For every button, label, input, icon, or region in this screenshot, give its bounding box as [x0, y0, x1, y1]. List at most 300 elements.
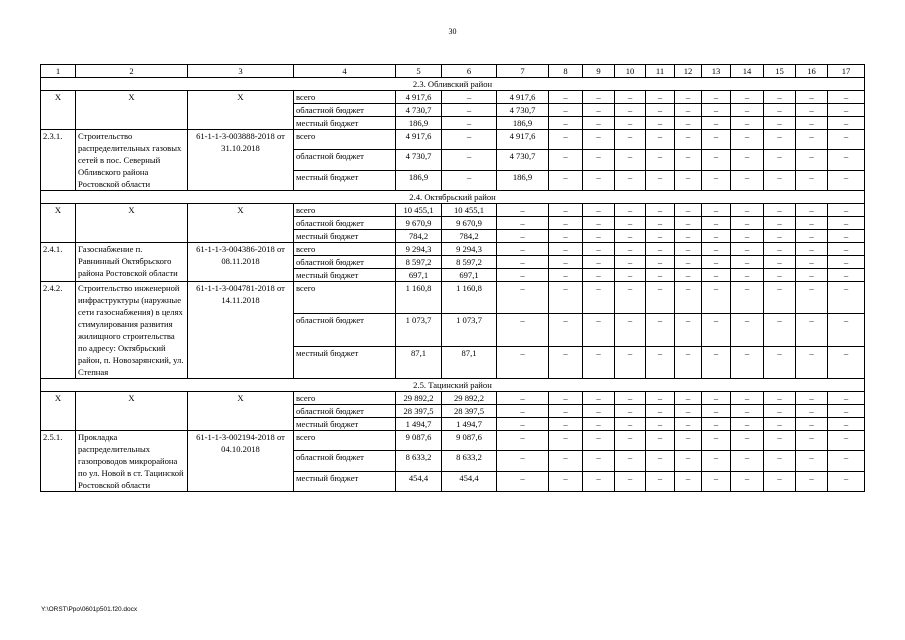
document-ref: 61-1-1-3-002194-2018 от 04.10.2018	[188, 431, 294, 492]
value-col-14: –	[731, 217, 764, 230]
value-col-17: –	[828, 91, 865, 104]
value-col-14: –	[731, 204, 764, 217]
column-number: 13	[702, 65, 731, 78]
value-col-9: –	[583, 117, 615, 130]
value-col-14: –	[731, 471, 764, 491]
budget-label: областной бюджет	[294, 217, 396, 230]
value-col-14: –	[731, 418, 764, 431]
budget-label: местный бюджет	[294, 230, 396, 243]
value-col-17: –	[828, 431, 865, 451]
budget-label: всего	[294, 431, 396, 451]
value-col-6: 1 160,8	[442, 282, 497, 314]
budget-label: всего	[294, 91, 396, 104]
value-col-15: –	[764, 230, 796, 243]
section-title: 2.5. Тацинский район	[41, 379, 865, 392]
page-number: 30	[448, 27, 457, 36]
value-col-14: –	[731, 405, 764, 418]
file-path-footer: Y:\ORST\Ppo\0601p501.f20.docx	[41, 606, 138, 613]
value-col-9: –	[583, 217, 615, 230]
value-col-10: –	[615, 431, 646, 451]
value-col-14: –	[731, 282, 764, 314]
value-col-13: –	[702, 117, 731, 130]
budget-label: местный бюджет	[294, 346, 396, 378]
value-col-16: –	[796, 117, 828, 130]
value-col-6: –	[442, 130, 497, 150]
value-col-7: –	[497, 217, 549, 230]
value-col-17: –	[828, 282, 865, 314]
value-col-6: 87,1	[442, 346, 497, 378]
value-col-11: –	[646, 346, 675, 378]
value-col-15: –	[764, 314, 796, 346]
budget-label: областной бюджет	[294, 104, 396, 117]
budget-label: областной бюджет	[294, 150, 396, 170]
value-col-7: –	[497, 405, 549, 418]
value-col-8: –	[549, 217, 583, 230]
table-row	[41, 243, 865, 256]
value-col-6: –	[442, 117, 497, 130]
value-col-5: 1 073,7	[396, 314, 442, 346]
value-col-7: 4 730,7	[497, 104, 549, 117]
value-col-7: –	[497, 418, 549, 431]
value-col-15: –	[764, 170, 796, 190]
value-col-10: –	[615, 217, 646, 230]
value-col-13: –	[702, 405, 731, 418]
value-col-7: 186,9	[497, 170, 549, 190]
value-col-15: –	[764, 282, 796, 314]
value-col-11: –	[646, 91, 675, 104]
value-col-13: –	[702, 230, 731, 243]
value-col-11: –	[646, 117, 675, 130]
item-number: X	[41, 204, 76, 243]
value-col-6: 28 397,5	[442, 405, 497, 418]
value-col-14: –	[731, 314, 764, 346]
value-col-15: –	[764, 256, 796, 269]
value-col-7: –	[497, 431, 549, 451]
value-col-7: –	[497, 243, 549, 256]
item-name: Прокладка распределительных газопроводов микрорайона по ул. Новой в ст. Тацинской Ростовской области	[76, 431, 188, 492]
value-col-6: 784,2	[442, 230, 497, 243]
value-col-12: –	[675, 150, 702, 170]
value-col-16: –	[796, 314, 828, 346]
value-col-11: –	[646, 418, 675, 431]
value-col-10: –	[615, 256, 646, 269]
value-col-8: –	[549, 451, 583, 471]
value-col-16: –	[796, 130, 828, 150]
value-col-15: –	[764, 431, 796, 451]
value-col-10: –	[615, 314, 646, 346]
value-col-7: –	[497, 451, 549, 471]
section-title-row	[41, 191, 865, 204]
value-col-5: 697,1	[396, 269, 442, 282]
value-col-17: –	[828, 243, 865, 256]
value-col-14: –	[731, 170, 764, 190]
value-col-5: 4 917,6	[396, 130, 442, 150]
value-col-9: –	[583, 418, 615, 431]
value-col-16: –	[796, 204, 828, 217]
value-col-17: –	[828, 170, 865, 190]
value-col-9: –	[583, 170, 615, 190]
value-col-9: –	[583, 230, 615, 243]
item-name: X	[76, 91, 188, 130]
value-col-15: –	[764, 451, 796, 471]
value-col-7: 4 730,7	[497, 150, 549, 170]
value-col-6: 1 494,7	[442, 418, 497, 431]
value-col-9: –	[583, 471, 615, 491]
value-col-8: –	[549, 405, 583, 418]
value-col-5: 29 892,2	[396, 392, 442, 405]
value-col-10: –	[615, 130, 646, 150]
budget-label: областной бюджет	[294, 405, 396, 418]
column-number: 10	[615, 65, 646, 78]
value-col-8: –	[549, 130, 583, 150]
value-col-10: –	[615, 243, 646, 256]
value-col-12: –	[675, 431, 702, 451]
value-col-6: 8 633,2	[442, 451, 497, 471]
value-col-17: –	[828, 104, 865, 117]
value-col-13: –	[702, 431, 731, 451]
value-col-7: –	[497, 471, 549, 491]
value-col-13: –	[702, 256, 731, 269]
value-col-11: –	[646, 104, 675, 117]
value-col-12: –	[675, 314, 702, 346]
item-number: X	[41, 392, 76, 431]
value-col-6: –	[442, 150, 497, 170]
value-col-8: –	[549, 314, 583, 346]
value-col-10: –	[615, 405, 646, 418]
column-number: 12	[675, 65, 702, 78]
value-col-12: –	[675, 256, 702, 269]
value-col-8: –	[549, 418, 583, 431]
value-col-14: –	[731, 243, 764, 256]
value-col-11: –	[646, 230, 675, 243]
value-col-13: –	[702, 217, 731, 230]
value-col-16: –	[796, 451, 828, 471]
value-col-8: –	[549, 91, 583, 104]
value-col-17: –	[828, 471, 865, 491]
value-col-10: –	[615, 150, 646, 170]
value-col-11: –	[646, 471, 675, 491]
budget-label: местный бюджет	[294, 170, 396, 190]
value-col-5: 4 730,7	[396, 150, 442, 170]
item-number: X	[41, 91, 76, 130]
value-col-17: –	[828, 130, 865, 150]
value-col-9: –	[583, 405, 615, 418]
budget-label: всего	[294, 282, 396, 314]
value-col-7: –	[497, 314, 549, 346]
value-col-15: –	[764, 392, 796, 405]
value-col-11: –	[646, 204, 675, 217]
value-col-7: –	[497, 346, 549, 378]
value-col-9: –	[583, 150, 615, 170]
value-col-10: –	[615, 204, 646, 217]
table-row	[41, 130, 865, 150]
value-col-7: –	[497, 256, 549, 269]
value-col-15: –	[764, 91, 796, 104]
value-col-7: 186,9	[497, 117, 549, 130]
column-number-row	[41, 65, 865, 78]
column-number: 1	[41, 65, 76, 78]
value-col-13: –	[702, 104, 731, 117]
column-number: 16	[796, 65, 828, 78]
value-col-17: –	[828, 346, 865, 378]
value-col-8: –	[549, 117, 583, 130]
value-col-5: 4 730,7	[396, 104, 442, 117]
value-col-13: –	[702, 130, 731, 150]
value-col-6: 9 087,6	[442, 431, 497, 451]
value-col-14: –	[731, 269, 764, 282]
value-col-7: 4 917,6	[497, 91, 549, 104]
value-col-8: –	[549, 230, 583, 243]
column-number: 3	[188, 65, 294, 78]
value-col-17: –	[828, 230, 865, 243]
value-col-8: –	[549, 170, 583, 190]
column-number: 6	[442, 65, 497, 78]
value-col-10: –	[615, 451, 646, 471]
value-col-8: –	[549, 392, 583, 405]
value-col-8: –	[549, 150, 583, 170]
value-col-17: –	[828, 117, 865, 130]
budget-label: всего	[294, 243, 396, 256]
value-col-5: 4 917,6	[396, 91, 442, 104]
value-col-14: –	[731, 346, 764, 378]
value-col-16: –	[796, 405, 828, 418]
value-col-9: –	[583, 392, 615, 405]
value-col-12: –	[675, 346, 702, 378]
column-number: 17	[828, 65, 865, 78]
value-col-12: –	[675, 104, 702, 117]
budget-table	[40, 64, 865, 492]
value-col-7: –	[497, 269, 549, 282]
value-col-14: –	[731, 150, 764, 170]
document-ref: 61-1-1-3-004781-2018 от 14.11.2018	[188, 282, 294, 379]
value-col-8: –	[549, 471, 583, 491]
value-col-8: –	[549, 104, 583, 117]
value-col-8: –	[549, 431, 583, 451]
value-col-17: –	[828, 405, 865, 418]
value-col-9: –	[583, 282, 615, 314]
item-name: Строительство инженерной инфраструктуры (наружные сети газоснабжения) в целях стимулирования развития жилищного строительства по адресу: Октябрьский район, п. Новозарянский, ул. Степная	[76, 282, 188, 379]
column-number: 15	[764, 65, 796, 78]
value-col-8: –	[549, 243, 583, 256]
value-col-14: –	[731, 431, 764, 451]
value-col-5: 186,9	[396, 170, 442, 190]
value-col-10: –	[615, 346, 646, 378]
value-col-17: –	[828, 269, 865, 282]
value-col-17: –	[828, 314, 865, 346]
value-col-11: –	[646, 269, 675, 282]
value-col-12: –	[675, 230, 702, 243]
value-col-15: –	[764, 150, 796, 170]
item-number: 2.4.1.	[41, 243, 76, 282]
value-col-17: –	[828, 392, 865, 405]
value-col-5: 9 670,9	[396, 217, 442, 230]
value-col-14: –	[731, 230, 764, 243]
value-col-16: –	[796, 104, 828, 117]
value-col-5: 28 397,5	[396, 405, 442, 418]
value-col-6: –	[442, 104, 497, 117]
value-col-15: –	[764, 405, 796, 418]
value-col-16: –	[796, 392, 828, 405]
value-col-6: 10 455,1	[442, 204, 497, 217]
value-col-16: –	[796, 282, 828, 314]
table-row	[41, 282, 865, 314]
value-col-12: –	[675, 243, 702, 256]
value-col-6: 8 597,2	[442, 256, 497, 269]
value-col-11: –	[646, 431, 675, 451]
value-col-15: –	[764, 471, 796, 491]
document-ref: X	[188, 392, 294, 431]
section-title: 2.3. Обливский район	[41, 78, 865, 91]
item-number: 2.5.1.	[41, 431, 76, 492]
budget-label: областной бюджет	[294, 451, 396, 471]
value-col-8: –	[549, 204, 583, 217]
value-col-17: –	[828, 418, 865, 431]
column-number: 2	[76, 65, 188, 78]
value-col-5: 8 633,2	[396, 451, 442, 471]
value-col-15: –	[764, 117, 796, 130]
value-col-9: –	[583, 431, 615, 451]
value-col-5: 8 597,2	[396, 256, 442, 269]
value-col-9: –	[583, 314, 615, 346]
value-col-5: 9 294,3	[396, 243, 442, 256]
budget-label: областной бюджет	[294, 256, 396, 269]
value-col-5: 10 455,1	[396, 204, 442, 217]
value-col-13: –	[702, 392, 731, 405]
value-col-9: –	[583, 451, 615, 471]
value-col-7: –	[497, 204, 549, 217]
section-title: 2.4. Октябрьский район	[41, 191, 865, 204]
value-col-10: –	[615, 117, 646, 130]
value-col-14: –	[731, 392, 764, 405]
budget-label: всего	[294, 392, 396, 405]
value-col-12: –	[675, 170, 702, 190]
value-col-15: –	[764, 269, 796, 282]
value-col-15: –	[764, 418, 796, 431]
value-col-6: 29 892,2	[442, 392, 497, 405]
value-col-6: 1 073,7	[442, 314, 497, 346]
budget-label: всего	[294, 130, 396, 150]
value-col-16: –	[796, 217, 828, 230]
total-row	[41, 91, 865, 104]
value-col-13: –	[702, 451, 731, 471]
table-row	[41, 431, 865, 451]
value-col-5: 784,2	[396, 230, 442, 243]
value-col-16: –	[796, 243, 828, 256]
value-col-11: –	[646, 314, 675, 346]
value-col-8: –	[549, 282, 583, 314]
value-col-12: –	[675, 405, 702, 418]
value-col-13: –	[702, 314, 731, 346]
value-col-15: –	[764, 130, 796, 150]
total-row	[41, 204, 865, 217]
value-col-13: –	[702, 150, 731, 170]
budget-label: всего	[294, 204, 396, 217]
value-col-10: –	[615, 104, 646, 117]
value-col-5: 186,9	[396, 117, 442, 130]
value-col-11: –	[646, 405, 675, 418]
value-col-8: –	[549, 346, 583, 378]
value-col-6: 454,4	[442, 471, 497, 491]
value-col-17: –	[828, 217, 865, 230]
value-col-13: –	[702, 91, 731, 104]
total-row	[41, 392, 865, 405]
value-col-6: 697,1	[442, 269, 497, 282]
value-col-16: –	[796, 150, 828, 170]
value-col-14: –	[731, 91, 764, 104]
value-col-10: –	[615, 230, 646, 243]
value-col-11: –	[646, 392, 675, 405]
value-col-17: –	[828, 204, 865, 217]
value-col-15: –	[764, 204, 796, 217]
value-col-10: –	[615, 170, 646, 190]
value-col-17: –	[828, 451, 865, 471]
column-number: 5	[396, 65, 442, 78]
value-col-9: –	[583, 346, 615, 378]
value-col-14: –	[731, 451, 764, 471]
value-col-15: –	[764, 217, 796, 230]
value-col-9: –	[583, 130, 615, 150]
value-col-12: –	[675, 130, 702, 150]
value-col-13: –	[702, 346, 731, 378]
value-col-13: –	[702, 204, 731, 217]
value-col-12: –	[675, 204, 702, 217]
value-col-5: 454,4	[396, 471, 442, 491]
value-col-14: –	[731, 117, 764, 130]
value-col-12: –	[675, 117, 702, 130]
value-col-11: –	[646, 243, 675, 256]
item-number: 2.3.1.	[41, 130, 76, 191]
value-col-14: –	[731, 104, 764, 117]
value-col-13: –	[702, 243, 731, 256]
column-number: 8	[549, 65, 583, 78]
value-col-9: –	[583, 104, 615, 117]
value-col-12: –	[675, 392, 702, 405]
value-col-16: –	[796, 230, 828, 243]
budget-label: местный бюджет	[294, 471, 396, 491]
value-col-11: –	[646, 451, 675, 471]
value-col-16: –	[796, 418, 828, 431]
value-col-14: –	[731, 130, 764, 150]
value-col-14: –	[731, 256, 764, 269]
value-col-9: –	[583, 243, 615, 256]
column-number: 14	[731, 65, 764, 78]
value-col-6: 9 670,9	[442, 217, 497, 230]
value-col-6: 9 294,3	[442, 243, 497, 256]
section-title-row	[41, 379, 865, 392]
value-col-7: –	[497, 282, 549, 314]
column-number: 9	[583, 65, 615, 78]
value-col-11: –	[646, 170, 675, 190]
value-col-12: –	[675, 217, 702, 230]
value-col-15: –	[764, 104, 796, 117]
value-col-12: –	[675, 282, 702, 314]
value-col-12: –	[675, 269, 702, 282]
value-col-9: –	[583, 269, 615, 282]
value-col-8: –	[549, 256, 583, 269]
value-col-9: –	[583, 256, 615, 269]
value-col-10: –	[615, 282, 646, 314]
value-col-16: –	[796, 346, 828, 378]
section-title-row	[41, 78, 865, 91]
document-ref: X	[188, 91, 294, 130]
column-number: 4	[294, 65, 396, 78]
item-name: Строительство распределительных газовых сетей в пос. Северный Обливского района Ростовской области	[76, 130, 188, 191]
value-col-17: –	[828, 256, 865, 269]
value-col-16: –	[796, 256, 828, 269]
budget-label: областной бюджет	[294, 314, 396, 346]
value-col-6: –	[442, 91, 497, 104]
document-ref: 61-1-1-3-004386-2018 от 08.11.2018	[188, 243, 294, 282]
